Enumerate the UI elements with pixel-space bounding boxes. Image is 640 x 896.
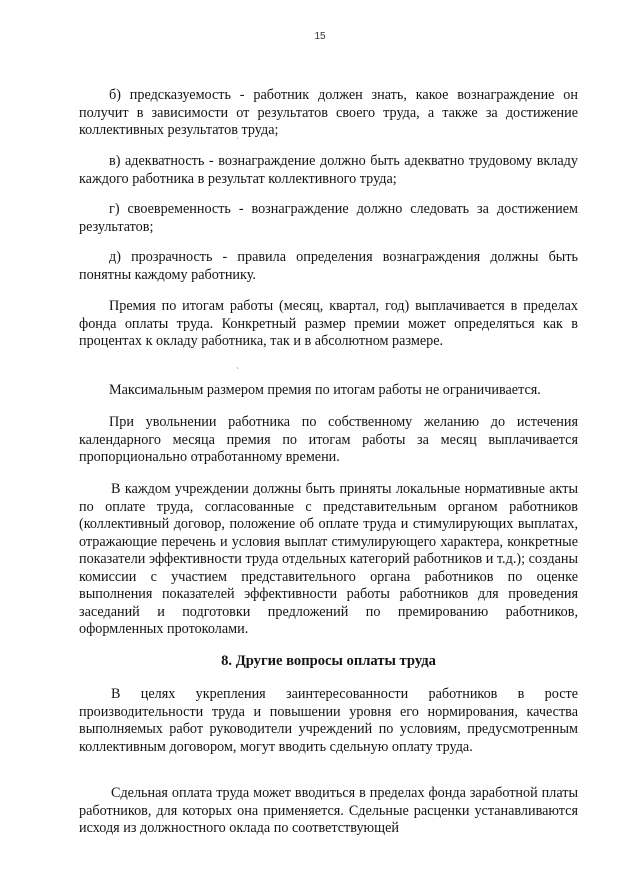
paragraph-bonus-max: Максимальным размером премия по итогам работы не ограничивается. [109, 382, 541, 398]
paragraph-predictability: б) предсказуемость - работник должен знать, какое вознаграждение он получит в зависимости от результатов своего труда, а также за достижение коллективных результатов труда; [79, 87, 578, 138]
page-number: 15 [314, 31, 326, 42]
scan-speck: ` [236, 136, 239, 146]
paragraph-transparency: д) прозрачность - правила определения вознаграждения должны быть понятны каждому работнику. [79, 249, 578, 283]
scan-speck: ` [236, 366, 239, 376]
paragraph-piecework-fund: Сдельная оплата труда может вводиться в пределах фонда заработной платы работников, для которых она применяется. Сдельные расценки устанавливаются исходя из должностного оклада по соответствующей [79, 785, 578, 836]
paragraph-dismissal: При увольнении работника по собственному желанию до истечения календарного месяца премия по итогам работы за месяц выплачивается пропорционально отработанному времени. [79, 414, 578, 465]
paragraph-adequacy: в) адекватность - вознаграждение должно быть адекватно трудовому вкладу каждого работника в результат коллективного труда; [79, 153, 578, 187]
paragraph-timeliness: г) своевременность - вознаграждение должно следовать за достижением результатов; [79, 201, 578, 235]
paragraph-bonus-period: Премия по итогам работы (месяц, квартал, год) выплачивается в пределах фонда оплаты труда. Конкретный размер премии может определяться как в процентах к окладу работника, так и в абсолютном размере. [79, 298, 578, 349]
section-heading: 8. Другие вопросы оплаты труда [221, 653, 436, 669]
paragraph-piecework-intro: В целях укрепления заинтересованности работников в росте производительности труда и повышении уровня его нормирования, качества выполняемых работ руководители учреждений по условиям, предусмотренным коллективным договором, могут вводить сдельную оплату труда. [79, 686, 578, 755]
paragraph-local-acts: В каждом учреждении должны быть приняты локальные нормативные акты по оплате труда, согласованные с представительным органом работников (коллективный договор, положение об оплате труда и стимулирующих выплатах, отражающие перечень и условия выплат стимулирующего характера, конкретные показатели эффективности труда отдельных категорий работников и т.д.); созданы комиссии с участием представительного органа работников по оценке выполнения показателей эффективности работы работников для проведения заседаний и подготовки предложений по премированию работников, оформленных протоколами. [79, 481, 578, 637]
